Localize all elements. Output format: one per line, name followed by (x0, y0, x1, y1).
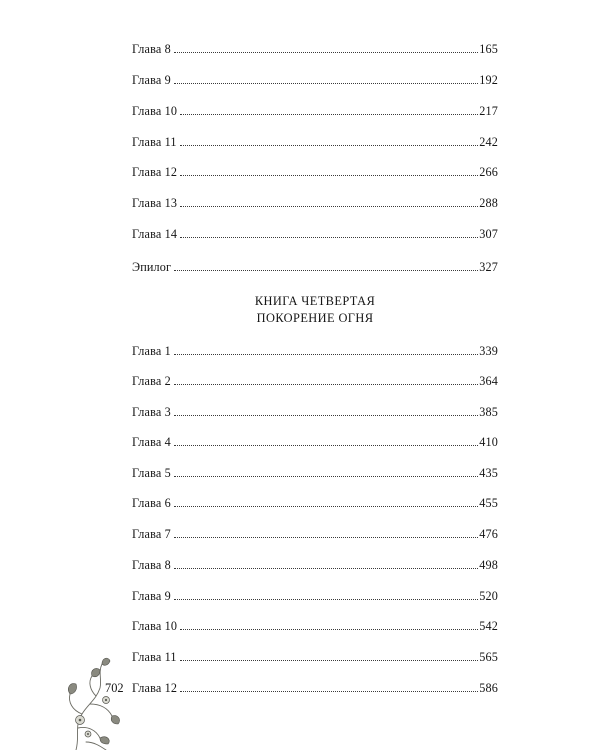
toc-entry-label: Глава 13 (132, 196, 178, 210)
toc-entry-epilogue (132, 258, 498, 276)
toc-entry-label: Глава 8 (132, 558, 171, 572)
dot-leader (174, 415, 478, 416)
toc-entry-label: Глава 4 (132, 435, 171, 449)
toc-entry-label: Глава 2 (132, 374, 171, 388)
toc-entry (132, 71, 498, 89)
dot-leader (174, 445, 478, 446)
toc-entry-page: 192 (479, 73, 498, 87)
toc-entry (132, 372, 498, 390)
dot-leader (180, 237, 478, 238)
toc-entry-page: 327 (479, 260, 498, 274)
toc-entry-label: Глава 9 (132, 73, 171, 87)
book-subtitle: ПОКОРЕНИЕ ОГНЯ (256, 311, 374, 325)
toc-entry-label: Глава 8 (132, 42, 171, 56)
dot-leader (180, 629, 478, 630)
toc-entry-page: 435 (479, 466, 498, 480)
toc-entry-page: 288 (479, 196, 498, 210)
toc-entry (132, 648, 498, 666)
dot-leader (174, 354, 478, 355)
toc-entry (132, 556, 498, 574)
toc-entry-label: Глава 10 (132, 619, 178, 633)
dot-leader (180, 114, 478, 115)
toc-entry-page: 586 (479, 681, 498, 695)
dot-leader (174, 506, 478, 507)
toc-entry-label: Глава 9 (132, 589, 171, 603)
toc-entry-page: 165 (479, 42, 498, 56)
toc-entry-page: 307 (479, 227, 498, 241)
toc-entry (132, 587, 498, 605)
book-heading: КНИГА ЧЕТВЕРТАЯ (254, 294, 376, 308)
toc-entry-page: 385 (479, 405, 498, 419)
dot-leader (174, 83, 478, 84)
toc-entry-page: 339 (479, 344, 498, 358)
dot-leader (174, 537, 478, 538)
toc-entry-label: Глава 11 (132, 135, 177, 149)
toc-entry (132, 194, 498, 212)
toc-entry (132, 525, 498, 543)
dot-leader (174, 52, 478, 53)
toc-entry-label: Глава 7 (132, 527, 171, 541)
toc-entry-page: 242 (479, 135, 498, 149)
toc-entry (132, 102, 498, 120)
toc-entry-page: 520 (479, 589, 498, 603)
toc-entry (132, 133, 498, 151)
toc-entry-page: 476 (479, 527, 498, 541)
floral-vine-icon (66, 656, 138, 750)
toc-entry-label: Глава 12 (132, 165, 178, 179)
toc-entry-label: Глава 10 (132, 104, 178, 118)
toc-entry-page: 455 (479, 496, 498, 510)
toc-entry (132, 163, 498, 181)
dot-leader (180, 145, 479, 146)
toc-entry-page: 364 (479, 374, 498, 388)
toc-entry-label: Глава 14 (132, 227, 178, 241)
toc-entry (132, 464, 498, 482)
page-number: 702 (105, 681, 124, 695)
toc-entry-label: Глава 12 (132, 681, 178, 695)
toc-entry (132, 679, 498, 697)
dot-leader (174, 568, 478, 569)
toc-entry-page: 410 (479, 435, 498, 449)
dot-leader (174, 476, 478, 477)
dot-leader (180, 691, 478, 692)
toc-entry-label: Эпилог (132, 260, 172, 274)
toc-entry-page: 565 (479, 650, 498, 664)
toc-entry (132, 225, 498, 243)
dot-leader (180, 175, 478, 176)
toc-entry-page: 498 (479, 558, 498, 572)
toc-entry-label: Глава 6 (132, 496, 171, 510)
toc-entry (132, 342, 498, 360)
toc-entry-label: Глава 1 (132, 344, 171, 358)
toc-entry-label: Глава 11 (132, 650, 177, 664)
toc-entry-page: 542 (479, 619, 498, 633)
toc-entry (132, 403, 498, 421)
toc-entry-label: Глава 3 (132, 405, 171, 419)
dot-leader (174, 384, 478, 385)
toc-entry (132, 40, 498, 58)
toc-entry-page: 217 (479, 104, 498, 118)
toc-entry-page: 266 (479, 165, 498, 179)
toc-entry (132, 433, 498, 451)
toc-entry (132, 617, 498, 635)
dot-leader (174, 270, 478, 271)
dot-leader (180, 660, 479, 661)
toc-entry (132, 494, 498, 512)
dot-leader (174, 599, 478, 600)
dot-leader (180, 206, 478, 207)
toc-entry-label: Глава 5 (132, 466, 171, 480)
